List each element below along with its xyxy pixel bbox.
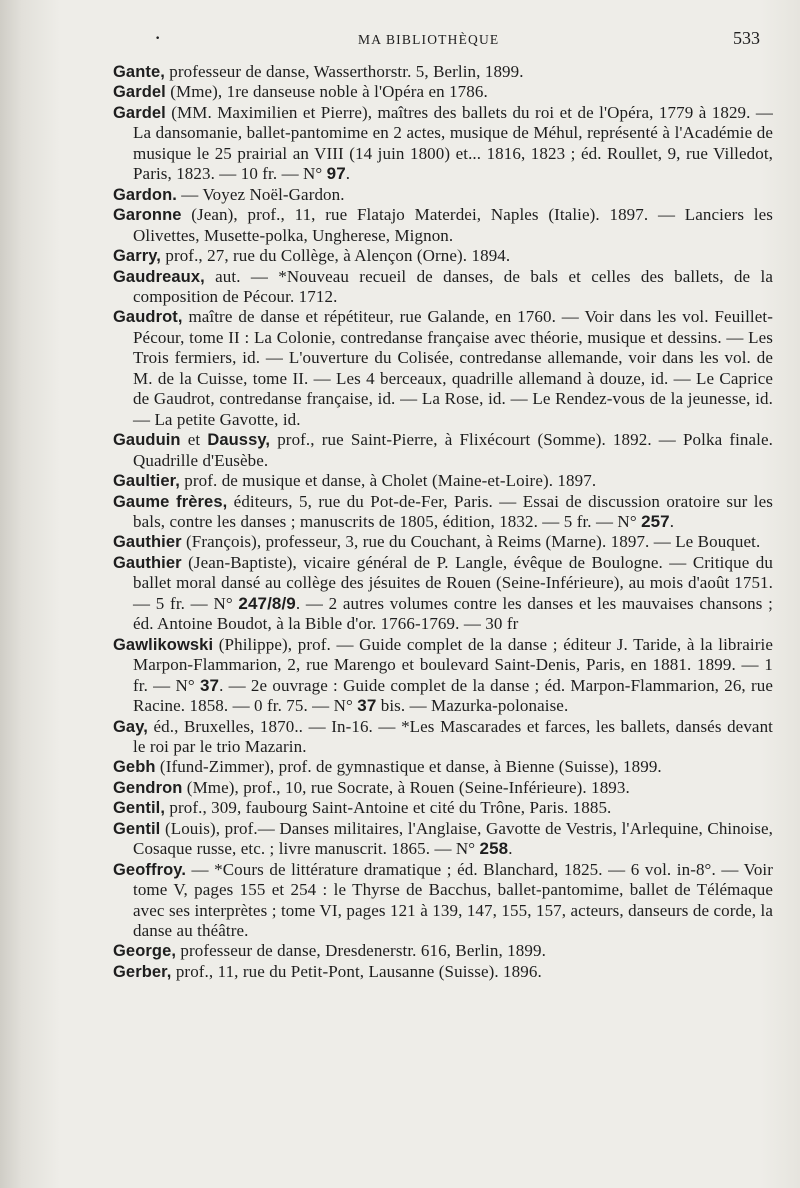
entry-name: Gendron <box>113 778 183 797</box>
entry-name: Gaudrot, <box>113 308 183 327</box>
entry-item <box>113 103 773 185</box>
entry-name: Gebh <box>113 758 156 777</box>
entry-text-tail: . <box>345 164 351 184</box>
entry-item <box>113 860 773 942</box>
entry-text-secondary: prof., rue Saint-Pierre, à Flixécourt (Somme). 1892. — Polka finale. Quadrille d'Eusèbe. <box>133 430 773 470</box>
entry-text: (Ifund-Zimmer), prof. de gymnastique et danse, à Bienne (Suisse), 1899. <box>155 757 662 777</box>
entry-name: Gerber, <box>113 962 172 981</box>
entry-text: (Philippe), prof. — Guide complet de la danse ; éditeur J. Taride, à la librairie Marpon-Flammarion, 2, rue Marengo et boulevard Saint-Denis, Paris, en 1881. 1899. — 1 fr. — N° <box>133 634 773 695</box>
entry-name: Gaume frères, <box>113 492 228 511</box>
entry-name: Gardel <box>113 103 166 122</box>
running-header <box>0 28 800 54</box>
header-dot: · <box>155 30 161 47</box>
page-number: 533 <box>733 28 760 48</box>
entry-list <box>113 62 773 982</box>
entry-name: Gawlikowski <box>113 635 214 654</box>
entry-name: Gentil <box>113 819 161 838</box>
entry-name: Gay, <box>113 717 148 736</box>
entry-name: Gante, <box>113 63 165 81</box>
catalog-number: 257 <box>641 511 670 531</box>
catalog-number-secondary: 37 <box>357 696 377 716</box>
entry-text: éditeurs, 5, rue du Pot-de-Fer, Paris. — Essai de discussion oratoire sur les bals, contre les danses ; manuscrits de 1805, édition, 1832. — 5 fr. — N° <box>133 491 773 531</box>
catalog-number: 97 <box>326 164 346 184</box>
entry-text: (Mme), 1re danseuse noble à l'Opéra en 1786. <box>165 82 488 102</box>
entry-name: Gaultier, <box>113 472 180 491</box>
entry-name: George, <box>113 942 177 961</box>
entry-item <box>113 62 773 82</box>
entry-text: professeur de danse, Dresdenerstr. 616, Berlin, 1899. <box>176 941 546 961</box>
entry-item <box>113 941 773 961</box>
catalog-number: 258 <box>479 839 509 859</box>
entry-text: professeur de danse, Wasserthorstr. 5, Berlin, 1899. <box>164 62 524 81</box>
entry-item <box>113 307 773 430</box>
entry-name: Gardon. <box>113 185 177 204</box>
entry-name: Gauthier <box>113 553 182 572</box>
entry-text: (François), professeur, 3, rue du Couchant, à Reims (Marne). 1897. — Le Bouquet. <box>181 532 761 552</box>
entry-item <box>113 962 773 982</box>
entry-text: (MM. Maximilien et Pierre), maîtres des ballets du roi et de l'Opéra, 1779 à 1829. — La dansomanie, ballet-pantomime en 2 actes, musique de Méhul, représenté à l'Académie de musique le 25 prairial an VIII (14 juin 1800) et... 1816, 1823 ; éd. Roullet, 9, rue Villedot, Paris, 1823. — 10 fr. — N° <box>133 102 773 184</box>
entry-item <box>113 757 773 777</box>
entry-name: Gardel <box>113 83 166 102</box>
entry-item <box>113 246 773 266</box>
entry-name: Garonne <box>113 206 182 225</box>
entry-name: Gauthier <box>113 533 182 552</box>
catalog-number: 247/8/9 <box>238 593 296 613</box>
entry-name: Gauduin <box>113 431 181 450</box>
entry-item <box>113 717 773 758</box>
entry-text: maître de danse et répétiteur, rue Galande, en 1760. — Voir dans les vol. Feuillet-Pécour, tome II : La Colonie, contredanse française avec théorie, musique et dessins. — Les Trois fermiers, id. — L'ouverture du Colisée, contredanse allemande, voir dans les vol. de M. de la Cuisse, tome II. — Les 4 berceaux, quadrille allemand à douze, id. — Le Caprice de Gaudrot, contredanse française, id. — La Rose, id. — Le Rendez-vous de la jeunesse, id. — La petite Gavotte, id. <box>133 307 773 429</box>
entry-item <box>113 778 773 798</box>
entry-text-tail: . <box>669 511 675 531</box>
entry-text: — Voyez Noël-Gardon. <box>176 184 345 204</box>
entry-text: aut. — *Nouveau recueil de danses, de bals et celles des ballets, de la composition de Pécour. 1712. <box>133 266 773 306</box>
entry-text: prof. de musique et danse, à Cholet (Maine-et-Loire). 1897. <box>179 471 597 491</box>
entry-text: (Mme), prof., 10, rue Socrate, à Rouen (Seine-Inférieure). 1893. <box>182 777 630 797</box>
entry-item <box>113 819 773 860</box>
entry-text: (Louis), prof.— Danses militaires, l'Anglaise, Gavotte de Vestris, l'Arlequine, Chinoise, Cosaque russe, etc. ; livre manuscrit. 1865. — N° <box>133 818 773 859</box>
entry-name: Geoffroy. <box>113 860 187 879</box>
entry-text-tail: . — 2 autres volumes contre les danses et les mauvaises chansons ; éd. Antoine Boudot, à la Bible d'or. 1766-1769. — 30 fr <box>133 593 773 634</box>
entry-text: et <box>180 430 208 450</box>
entry-item <box>113 471 773 491</box>
entry-name: Gaudreaux, <box>113 267 205 286</box>
entry-text: prof., 27, rue du Collège, à Alençon (Orne). 1894. <box>161 246 511 266</box>
entry-text: prof., 309, faubourg Saint-Antoine et cité du Trône, Paris. 1885. <box>165 798 612 818</box>
entry-item <box>113 492 773 533</box>
entry-text-tail-secondary: bis. — Mazurka-polonaise. <box>376 696 569 716</box>
entry-name-secondary: Daussy, <box>207 431 271 450</box>
entry-item <box>113 267 773 308</box>
entry-name: Garry, <box>113 247 161 266</box>
catalog-number: 37 <box>199 675 220 695</box>
entry-text: prof., 11, rue du Petit-Pont, Lausanne (Suisse). 1896. <box>171 961 542 981</box>
entry-text: éd., Bruxelles, 1870.. — In-16. — *Les Mascarades et farces, les ballets, dansés devant le roi par le trio Mazarin. <box>133 716 773 756</box>
entry-text-tail: . — 2e ouvrage : Guide complet de la danse ; éd. Marpon-Flammarion, 26, rue Racine. 1858. — 0 fr. 75. — N° <box>133 675 773 716</box>
entry-item <box>113 430 773 471</box>
entry-text: (Jean-Baptiste), vicaire général de P. Langle, évêque de Boulogne. — Critique du ballet moral dansé au collège des jésuites de Rouen (Seine-Inférieure), au mois d'août 1751. — 5 fr. — N° <box>133 552 773 613</box>
entry-item <box>113 82 773 102</box>
entry-text: — *Cours de littérature dramatique ; éd. Blanchard, 1825. — 6 vol. in-8°. — Voir tome V, pages 155 et 254 : le Thyrse de Bacchus, ballet-pantomime, ballet de Télémaque avec ses interprètes ; tome VI, pages 121 à 139, 147, 155, 157, acteurs, danseurs de corde, la danse au théâtre. <box>133 859 773 941</box>
entry-item <box>113 553 773 635</box>
entry-item <box>113 798 773 818</box>
header-title: MA BIBLIOTHÈQUE <box>358 32 500 47</box>
entry-name: Gentil, <box>113 799 166 818</box>
entry-item <box>113 185 773 205</box>
entry-text: (Jean), prof., 11, rue Flatajo Materdei, Naples (Italie). 1897. — Lanciers les Olivettes, Musette-polka, Ungherese, Mignon. <box>133 205 773 245</box>
entry-text-tail: . <box>508 839 513 859</box>
entry-item <box>113 532 773 552</box>
entry-item <box>113 205 773 246</box>
entry-item <box>113 635 773 717</box>
